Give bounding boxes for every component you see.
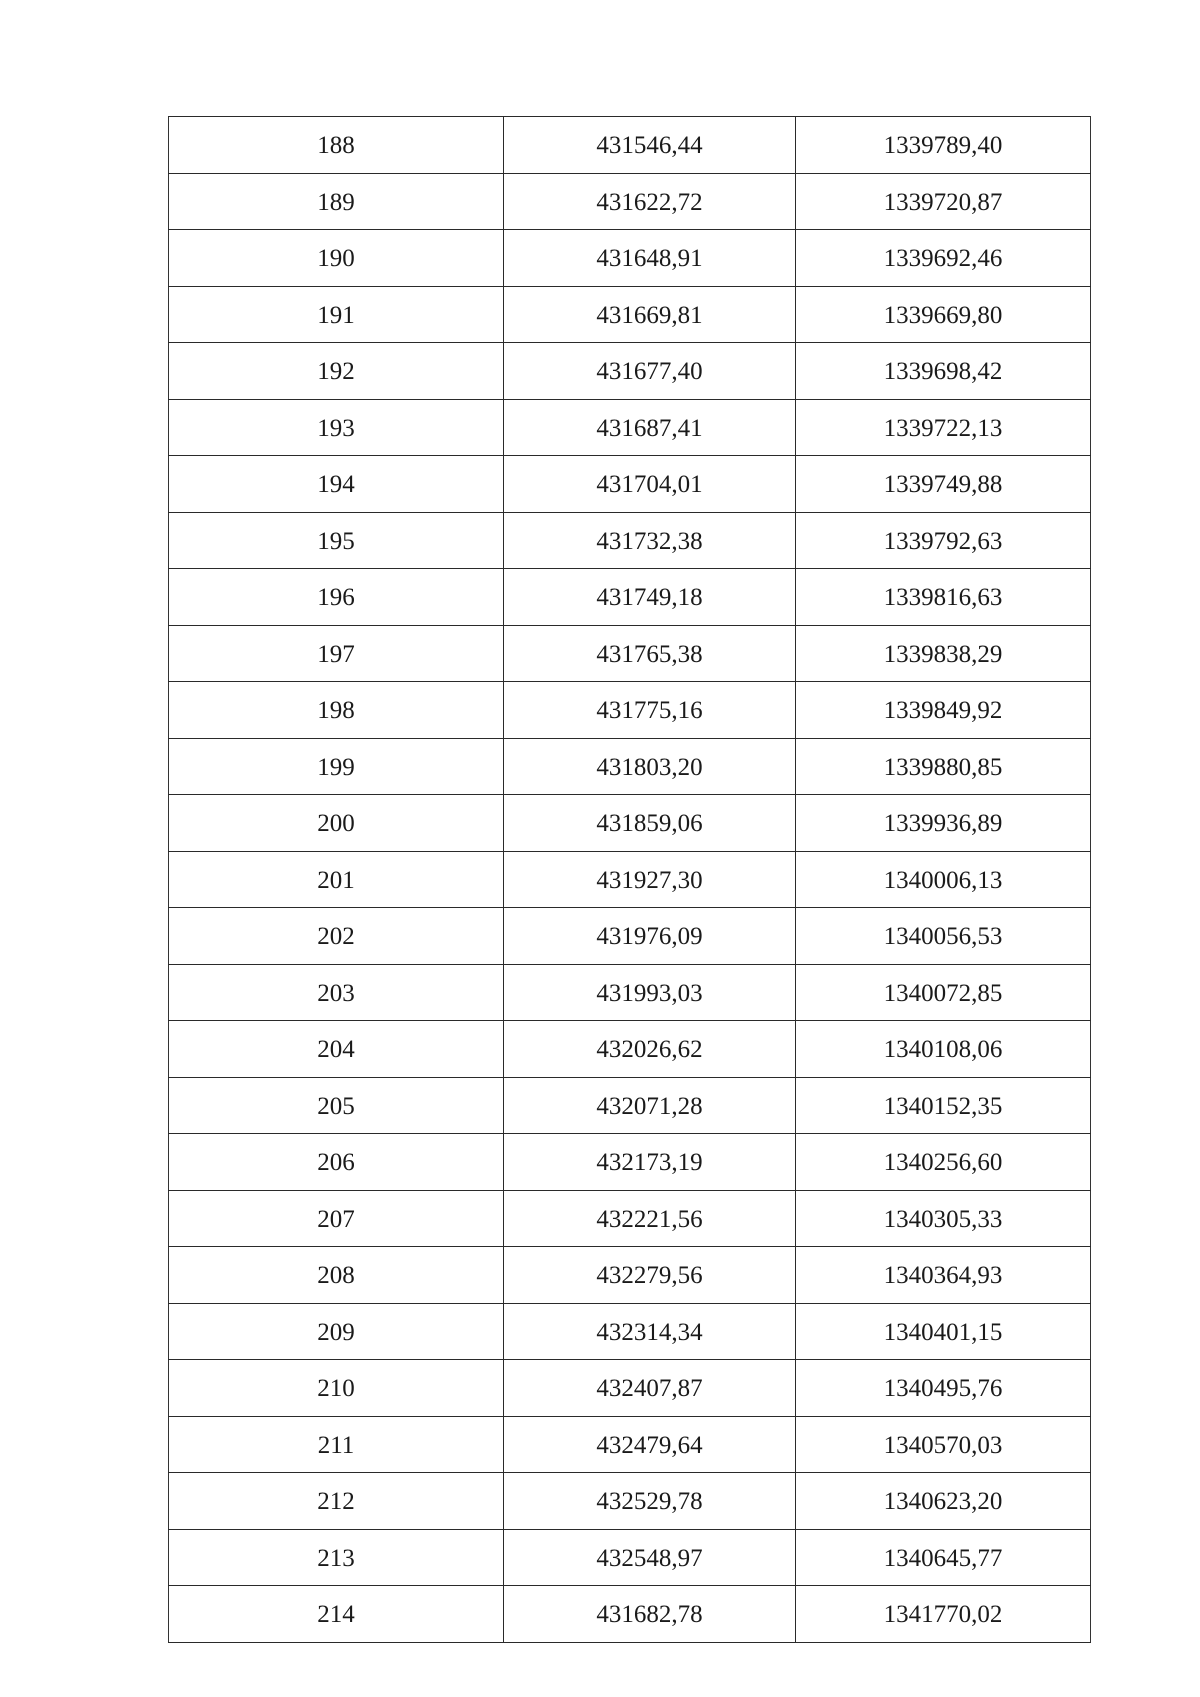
y-coordinate-cell: 1339669,80 xyxy=(796,286,1091,343)
table-row xyxy=(169,625,1091,682)
point-number-cell: 197 xyxy=(169,625,504,682)
y-coordinate-cell: 1339936,89 xyxy=(796,795,1091,852)
x-coordinate-cell: 431775,16 xyxy=(504,682,796,739)
point-number-cell: 208 xyxy=(169,1247,504,1304)
y-coordinate-cell: 1340401,15 xyxy=(796,1303,1091,1360)
y-coordinate-cell: 1340495,76 xyxy=(796,1360,1091,1417)
point-number-cell: 210 xyxy=(169,1360,504,1417)
y-coordinate-cell: 1340623,20 xyxy=(796,1473,1091,1530)
table-row xyxy=(169,908,1091,965)
table-row xyxy=(169,1586,1091,1643)
point-number-cell: 203 xyxy=(169,964,504,1021)
y-coordinate-cell: 1340108,06 xyxy=(796,1021,1091,1078)
y-coordinate-cell: 1339789,40 xyxy=(796,117,1091,174)
x-coordinate-cell: 431669,81 xyxy=(504,286,796,343)
y-coordinate-cell: 1339838,29 xyxy=(796,625,1091,682)
point-number-cell: 207 xyxy=(169,1190,504,1247)
y-coordinate-cell: 1339692,46 xyxy=(796,230,1091,287)
x-coordinate-cell: 432314,34 xyxy=(504,1303,796,1360)
point-number-cell: 195 xyxy=(169,512,504,569)
y-coordinate-cell: 1339849,92 xyxy=(796,682,1091,739)
x-coordinate-cell: 432548,97 xyxy=(504,1529,796,1586)
table-row xyxy=(169,795,1091,852)
x-coordinate-cell: 432026,62 xyxy=(504,1021,796,1078)
x-coordinate-cell: 432479,64 xyxy=(504,1416,796,1473)
x-coordinate-cell: 431749,18 xyxy=(504,569,796,626)
y-coordinate-cell: 1340256,60 xyxy=(796,1134,1091,1191)
point-number-cell: 190 xyxy=(169,230,504,287)
x-coordinate-cell: 431687,41 xyxy=(504,399,796,456)
x-coordinate-cell: 432529,78 xyxy=(504,1473,796,1530)
x-coordinate-cell: 431682,78 xyxy=(504,1586,796,1643)
x-coordinate-cell: 431803,20 xyxy=(504,738,796,795)
point-number-cell: 209 xyxy=(169,1303,504,1360)
point-number-cell: 206 xyxy=(169,1134,504,1191)
y-coordinate-cell: 1339698,42 xyxy=(796,343,1091,400)
table-row xyxy=(169,117,1091,174)
y-coordinate-cell: 1339722,13 xyxy=(796,399,1091,456)
point-number-cell: 204 xyxy=(169,1021,504,1078)
x-coordinate-cell: 432279,56 xyxy=(504,1247,796,1304)
point-number-cell: 189 xyxy=(169,173,504,230)
table-row xyxy=(169,682,1091,739)
y-coordinate-cell: 1340305,33 xyxy=(796,1190,1091,1247)
table-row xyxy=(169,1134,1091,1191)
y-coordinate-cell: 1339720,87 xyxy=(796,173,1091,230)
table-row xyxy=(169,1021,1091,1078)
table-row xyxy=(169,1247,1091,1304)
x-coordinate-cell: 431993,03 xyxy=(504,964,796,1021)
table-row xyxy=(169,286,1091,343)
point-number-cell: 192 xyxy=(169,343,504,400)
coordinates-table-body xyxy=(169,117,1091,1643)
table-row xyxy=(169,230,1091,287)
table-row xyxy=(169,851,1091,908)
x-coordinate-cell: 432407,87 xyxy=(504,1360,796,1417)
x-coordinate-cell: 431927,30 xyxy=(504,851,796,908)
x-coordinate-cell: 431765,38 xyxy=(504,625,796,682)
table-row xyxy=(169,1190,1091,1247)
x-coordinate-cell: 431732,38 xyxy=(504,512,796,569)
point-number-cell: 202 xyxy=(169,908,504,965)
point-number-cell: 200 xyxy=(169,795,504,852)
table-row xyxy=(169,738,1091,795)
point-number-cell: 196 xyxy=(169,569,504,626)
table-row xyxy=(169,456,1091,513)
y-coordinate-cell: 1339749,88 xyxy=(796,456,1091,513)
table-row xyxy=(169,1473,1091,1530)
table-row xyxy=(169,399,1091,456)
point-number-cell: 201 xyxy=(169,851,504,908)
x-coordinate-cell: 431704,01 xyxy=(504,456,796,513)
x-coordinate-cell: 431622,72 xyxy=(504,173,796,230)
table-row xyxy=(169,569,1091,626)
x-coordinate-cell: 432173,19 xyxy=(504,1134,796,1191)
x-coordinate-cell: 432221,56 xyxy=(504,1190,796,1247)
point-number-cell: 188 xyxy=(169,117,504,174)
y-coordinate-cell: 1339816,63 xyxy=(796,569,1091,626)
y-coordinate-cell: 1340364,93 xyxy=(796,1247,1091,1304)
point-number-cell: 199 xyxy=(169,738,504,795)
table-row xyxy=(169,1416,1091,1473)
table-row xyxy=(169,173,1091,230)
point-number-cell: 211 xyxy=(169,1416,504,1473)
x-coordinate-cell: 431677,40 xyxy=(504,343,796,400)
x-coordinate-cell: 431859,06 xyxy=(504,795,796,852)
point-number-cell: 191 xyxy=(169,286,504,343)
point-number-cell: 213 xyxy=(169,1529,504,1586)
point-number-cell: 198 xyxy=(169,682,504,739)
table-row xyxy=(169,1077,1091,1134)
table-row xyxy=(169,343,1091,400)
y-coordinate-cell: 1340570,03 xyxy=(796,1416,1091,1473)
x-coordinate-cell: 431976,09 xyxy=(504,908,796,965)
y-coordinate-cell: 1341770,02 xyxy=(796,1586,1091,1643)
y-coordinate-cell: 1340056,53 xyxy=(796,908,1091,965)
y-coordinate-cell: 1340072,85 xyxy=(796,964,1091,1021)
y-coordinate-cell: 1340645,77 xyxy=(796,1529,1091,1586)
point-number-cell: 194 xyxy=(169,456,504,513)
y-coordinate-cell: 1339880,85 xyxy=(796,738,1091,795)
x-coordinate-cell: 431648,91 xyxy=(504,230,796,287)
y-coordinate-cell: 1339792,63 xyxy=(796,512,1091,569)
table-row xyxy=(169,512,1091,569)
point-number-cell: 214 xyxy=(169,1586,504,1643)
table-row xyxy=(169,964,1091,1021)
table-row xyxy=(169,1303,1091,1360)
x-coordinate-cell: 432071,28 xyxy=(504,1077,796,1134)
table-row xyxy=(169,1529,1091,1586)
point-number-cell: 205 xyxy=(169,1077,504,1134)
point-number-cell: 193 xyxy=(169,399,504,456)
point-number-cell: 212 xyxy=(169,1473,504,1530)
y-coordinate-cell: 1340152,35 xyxy=(796,1077,1091,1134)
y-coordinate-cell: 1340006,13 xyxy=(796,851,1091,908)
table-row xyxy=(169,1360,1091,1417)
coordinates-table xyxy=(168,116,1091,1643)
x-coordinate-cell: 431546,44 xyxy=(504,117,796,174)
